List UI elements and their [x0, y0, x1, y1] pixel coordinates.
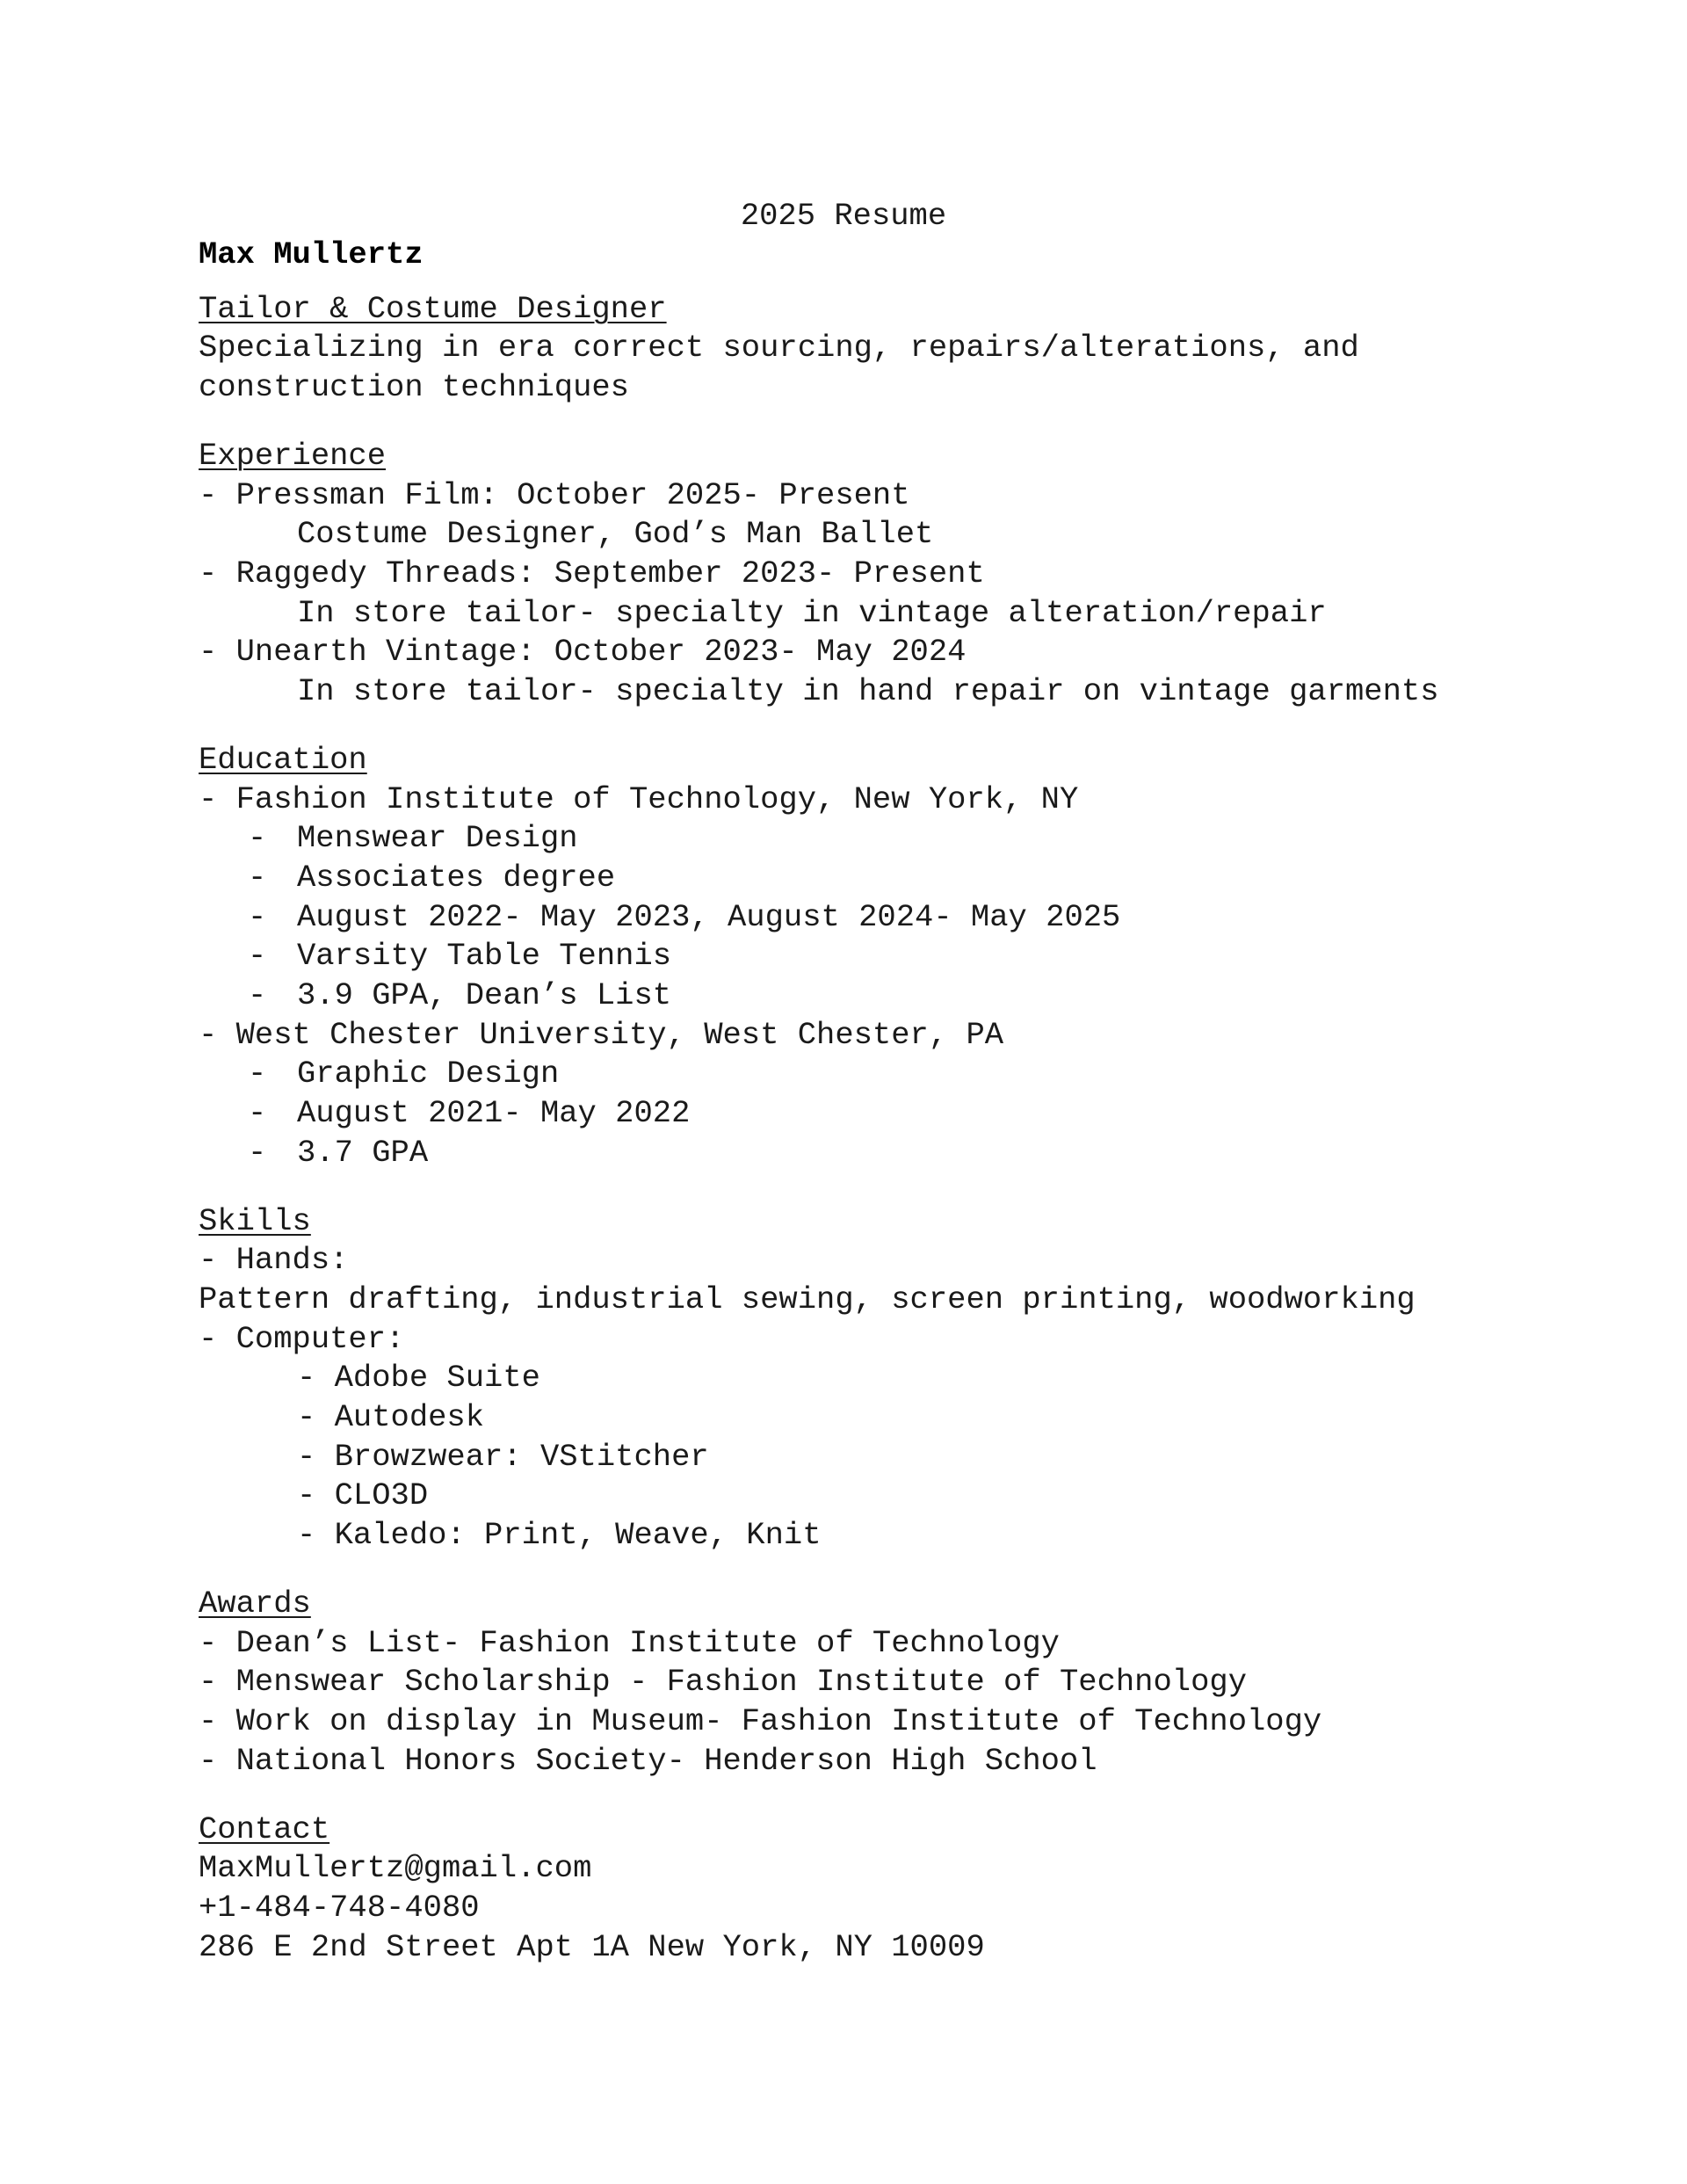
- contact-address: 286 E 2nd Street Apt 1A New York, NY 10009: [199, 1929, 985, 1965]
- education-item: - Varsity Table Tennis: [248, 938, 672, 974]
- skills-hands-list: Pattern drafting, industrial sewing, screen printing, woodworking: [199, 1281, 1415, 1317]
- skills-computer-label: - Computer:: [199, 1321, 405, 1357]
- summary-line-2: construction techniques: [199, 369, 629, 405]
- candidate-name: Max Mullertz: [199, 236, 424, 272]
- document-title: 2025 Resume: [740, 198, 947, 234]
- experience-heading: Experience: [199, 438, 387, 474]
- software-item: - Browzwear: VStitcher: [297, 1439, 709, 1475]
- summary-line-1: Specializing in era correct sourcing, repairs/alterations, and: [199, 330, 1359, 366]
- education-item: - Menswear Design: [248, 820, 578, 856]
- job-line: - Raggedy Threads: September 2023- Present: [199, 555, 985, 591]
- school-line: - West Chester University, West Chester, PA: [199, 1017, 1004, 1053]
- education-item: - 3.9 GPA, Dean’s List: [248, 977, 672, 1013]
- skills-hands-label: - Hands:: [199, 1242, 349, 1278]
- skills-heading: Skills: [199, 1203, 311, 1239]
- headline-title: Tailor & Costume Designer: [199, 291, 667, 327]
- job-detail: Costume Designer, God’s Man Ballet: [297, 516, 934, 552]
- awards-heading: Awards: [199, 1585, 311, 1622]
- contact-phone: +1-484-748-4080: [199, 1890, 480, 1926]
- job-detail: In store tailor- specialty in vintage alteration/repair: [297, 595, 1327, 631]
- education-item: - 3.7 GPA: [248, 1135, 429, 1171]
- contact-email: MaxMullertz@gmail.com: [199, 1850, 592, 1886]
- software-item: - Autodesk: [297, 1399, 485, 1435]
- job-line: - Pressman Film: October 2025- Present: [199, 477, 910, 513]
- software-item: - Kaledo: Print, Weave, Knit: [297, 1517, 822, 1553]
- software-item: - CLO3D: [297, 1477, 429, 1513]
- contact-heading: Contact: [199, 1811, 330, 1847]
- education-item: - Graphic Design: [248, 1056, 560, 1092]
- award-item: - Dean’s List- Fashion Institute of Technology: [199, 1625, 1060, 1661]
- award-item: - Work on display in Museum- Fashion Institute of Technology: [199, 1703, 1322, 1739]
- software-item: - Adobe Suite: [297, 1360, 540, 1396]
- education-item: - August 2021- May 2022: [248, 1095, 691, 1131]
- job-detail: In store tailor- specialty in hand repair on vintage garments: [297, 673, 1439, 709]
- education-item: - August 2022- May 2023, August 2024- May 2025: [248, 899, 1121, 935]
- education-item: - Associates degree: [248, 860, 616, 896]
- award-item: - National Honors Society- Henderson High School: [199, 1743, 1097, 1779]
- education-heading: Education: [199, 742, 367, 778]
- job-line: - Unearth Vintage: October 2023- May 2024: [199, 634, 967, 670]
- school-line: - Fashion Institute of Technology, New York, NY: [199, 781, 1079, 817]
- award-item: - Menswear Scholarship - Fashion Institute of Technology: [199, 1664, 1247, 1700]
